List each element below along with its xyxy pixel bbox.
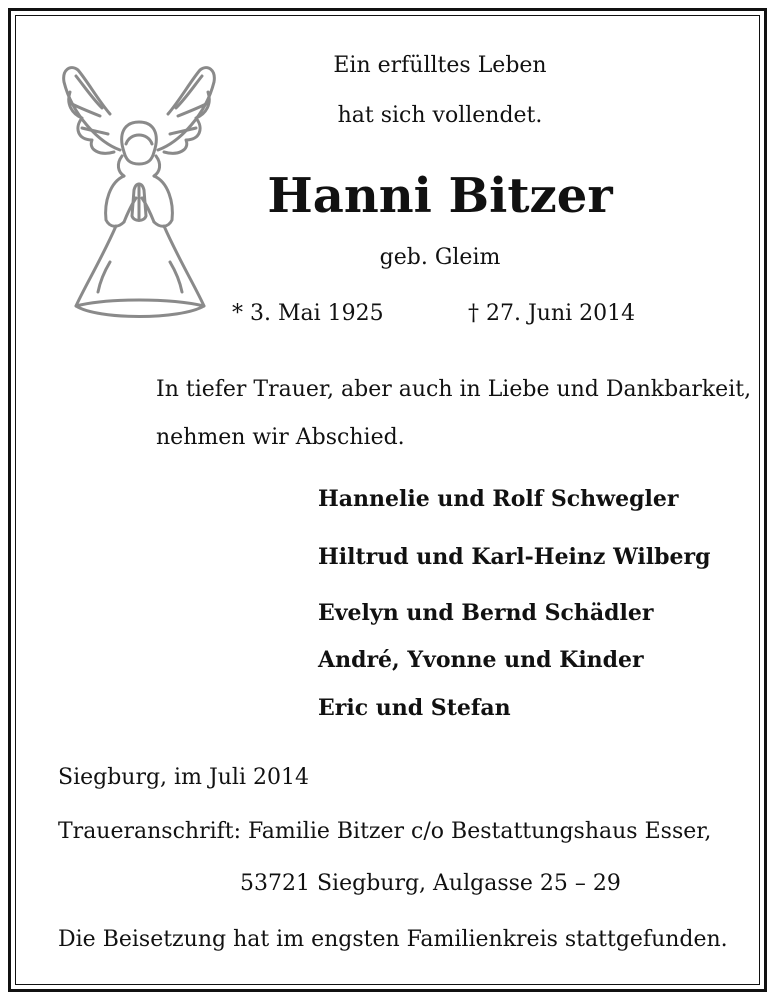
- mourning-text-line-2: nehmen wir Abschied.: [156, 425, 405, 450]
- place-and-date: Siegburg, im Juli 2014: [58, 765, 309, 790]
- burial-note: Die Beisetzung hat im engsten Familienkreis stattgefunden.: [58, 927, 728, 952]
- birth-date: * 3. Mai 1925: [232, 301, 384, 326]
- motto-line-1: Ein erfülltes Leben: [333, 53, 547, 78]
- mourning-text-line-1: In tiefer Trauer, aber auch in Liebe und Dankbarkeit,: [156, 377, 752, 402]
- family-member-5: Eric und Stefan: [318, 695, 511, 721]
- mourning-address-line-2: 53721 Siegburg, Aulgasse 25 – 29: [240, 871, 621, 896]
- family-member-3: Evelyn und Bernd Schädler: [318, 600, 654, 626]
- death-date: † 27. Juni 2014: [468, 301, 636, 326]
- motto-line-2: hat sich vollendet.: [337, 103, 543, 128]
- family-member-4: André, Yvonne und Kinder: [318, 647, 644, 673]
- praying-angel-icon: [58, 52, 223, 332]
- mourning-address-line-1: Traueranschrift: Familie Bitzer c/o Bestattungshaus Esser,: [58, 819, 712, 844]
- maiden-name: geb. Gleim: [379, 245, 501, 270]
- deceased-name: Hanni Bitzer: [267, 168, 613, 224]
- family-member-1: Hannelie und Rolf Schwegler: [318, 486, 679, 512]
- family-member-2: Hiltrud und Karl-Heinz Wilberg: [318, 544, 711, 570]
